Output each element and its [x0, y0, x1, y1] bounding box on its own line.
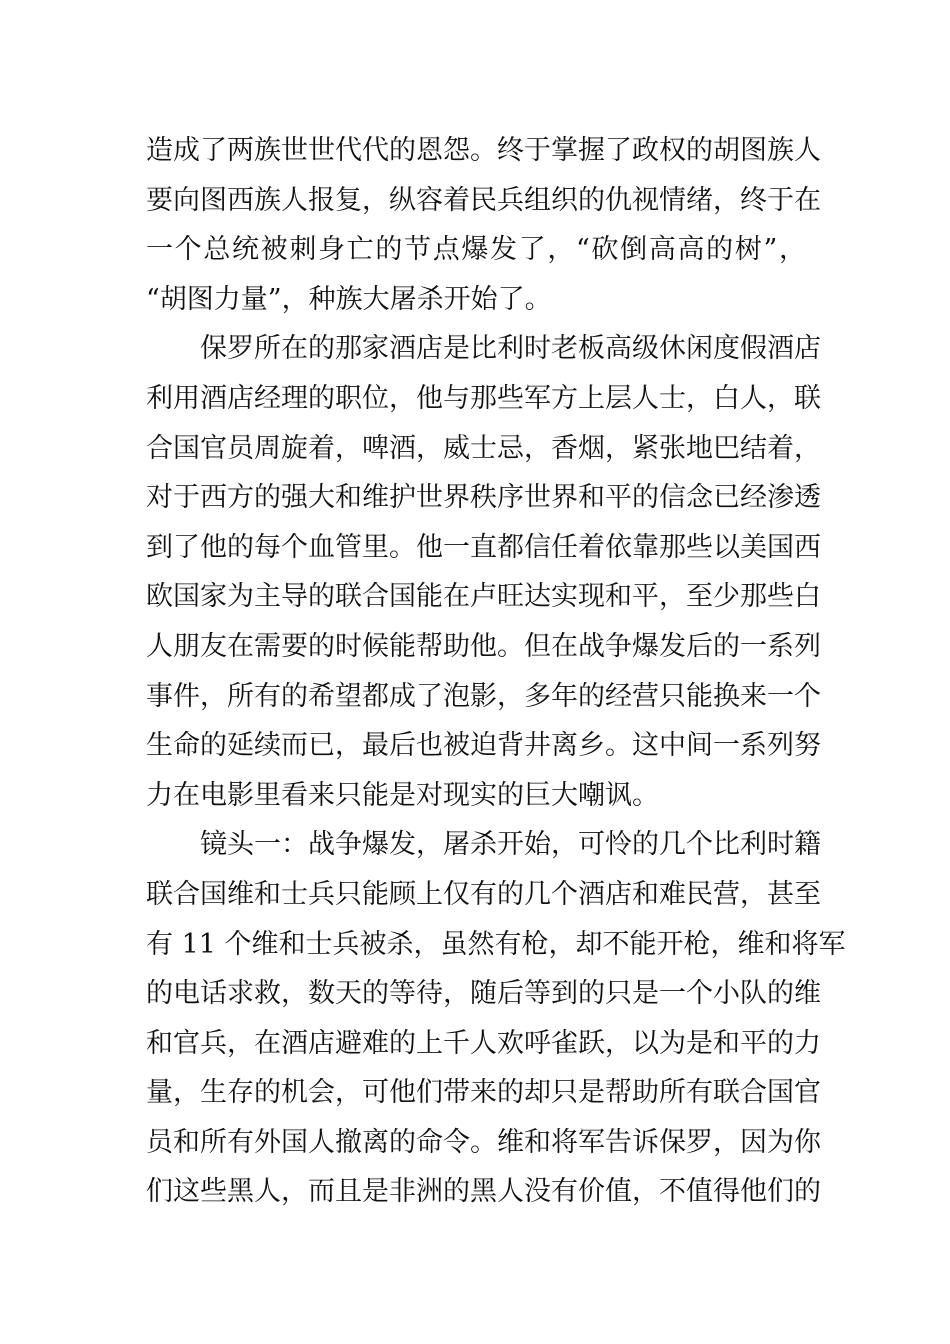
- text-line: 镜头一：战争爆发，屠杀开始，可怜的几个比利时籍: [146, 829, 821, 861]
- text-line: 造成了两族世世代代的恩怨。终于掌握了政权的胡图族人: [146, 135, 821, 166]
- text-line: 员和所有外国人撤离的命令。维和将军告诉保罗，因为你: [146, 1126, 821, 1158]
- text-line: 一个总统被刺身亡的节点爆发了，“砍倒高高的树”，: [146, 234, 806, 266]
- text-line: 保罗所在的那家酒店是比利时老板高级休闲度假酒店: [146, 333, 821, 365]
- text-line: “胡图力量”，种族大屠杀开始了。: [146, 283, 552, 315]
- text-line: 的电话求救，数天的等待，随后等到的只是一个小队的维: [146, 978, 821, 1010]
- text-line: 事件，所有的希望都成了泡影，多年的经营只能换来一个: [146, 680, 821, 712]
- text-line: 有 11 个维和士兵被杀，虽然有枪，却不能开枪，维和将军: [146, 928, 846, 960]
- text-line: 利用酒店经理的职位，他与那些军方上层人士，白人，联: [146, 382, 821, 414]
- text-line: 量，生存的机会，可他们带来的却只是帮助所有联合国官: [146, 1077, 821, 1109]
- text-line: 对于西方的强大和维护世界秩序世界和平的信念已经渗透: [146, 482, 821, 514]
- text-line: 们这些黑人，而且是非洲的黑人没有价值，不值得他们的: [146, 1176, 821, 1208]
- text-line: 和官兵，在酒店避难的上千人欢呼雀跃，以为是和平的力: [146, 1027, 821, 1059]
- text-line: 合国官员周旋着，啤酒，威士忌，香烟，紧张地巴结着，: [146, 432, 821, 464]
- text-line: 到了他的每个血管里。他一直都信任着依靠那些以美国西: [146, 531, 821, 563]
- body-text: [146, 126, 846, 1217]
- text-line: 人朋友在需要的时候能帮助他。但在战争爆发后的一系列: [146, 630, 821, 662]
- text-line: 联合国维和士兵只能顾上仅有的几个酒店和难民营，甚至: [146, 878, 821, 910]
- text-line: 生命的延续而已，最后也被迫背井离乡。这中间一系列努: [146, 730, 821, 762]
- text-line: 要向图西族人报复，纵容着民兵组织的仇视情绪，终于在: [146, 184, 821, 216]
- text-line: 力在电影里看来只能是对现实的巨大嘲讽。: [146, 779, 659, 811]
- text-line: 欧国家为主导的联合国能在卢旺达实现和平，至少那些白: [146, 581, 821, 613]
